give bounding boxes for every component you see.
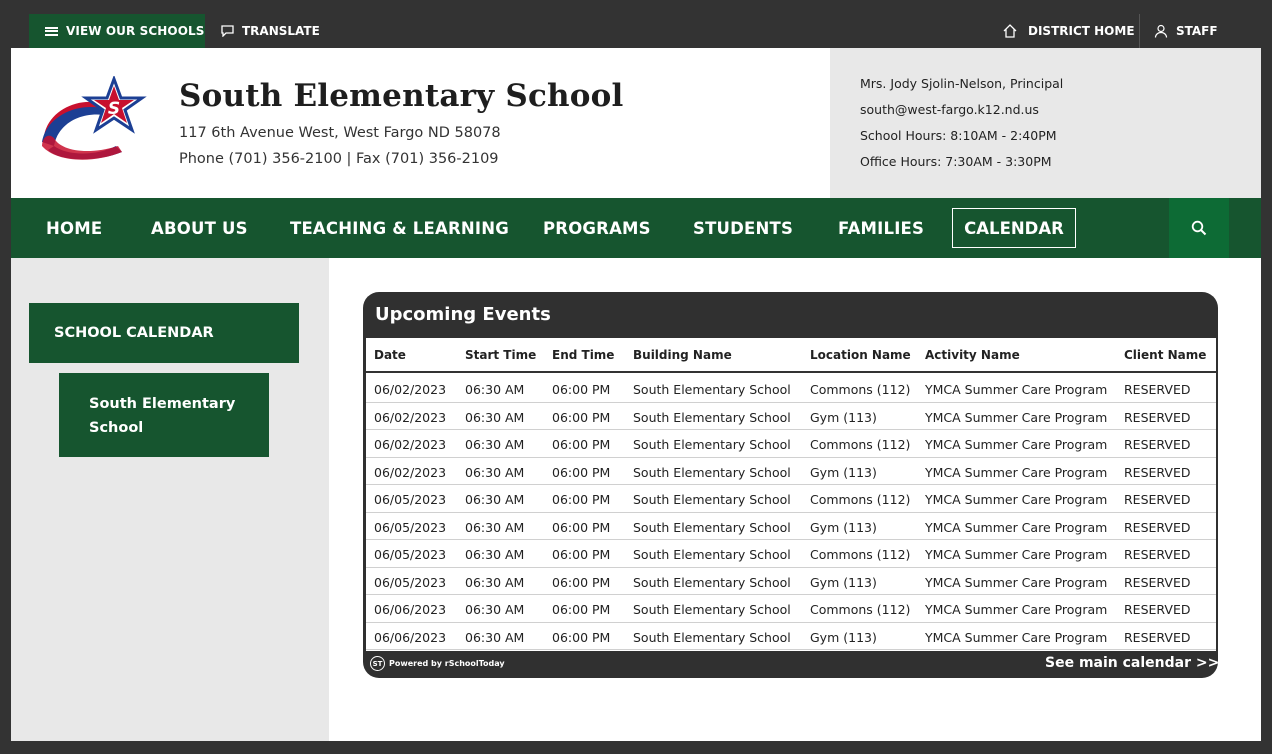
cell-client: RESERVED [1124, 629, 1191, 645]
school-logo[interactable] [38, 76, 150, 166]
cell-start-time: 06:30 AM [465, 629, 525, 645]
cell-start-time: 06:30 AM [465, 464, 525, 480]
cell-date: 06/06/2023 [374, 629, 447, 645]
search-button[interactable] [1169, 198, 1229, 258]
nav-teaching-learning[interactable]: TEACHING & LEARNING [290, 218, 509, 238]
cell-date: 06/02/2023 [374, 437, 447, 452]
col-client-name: Client Name [1124, 348, 1207, 362]
cell-building: South Elementary School [633, 437, 791, 452]
cell-end-time: 06:00 PM [552, 409, 611, 425]
col-start-time: Start Time [465, 348, 537, 362]
school-hours: School Hours: 8:10AM - 2:40PM [860, 128, 1057, 143]
cell-activity: YMCA Summer Care Program [925, 629, 1108, 645]
cell-end-time: 06:00 PM [552, 464, 611, 480]
translate-label: TRANSLATE [242, 24, 320, 38]
cell-building: South Elementary School [633, 602, 791, 617]
nav-programs[interactable]: PROGRAMS [543, 218, 651, 238]
school-phone: Phone (701) 356-2100 | Fax (701) 356-2109 [179, 151, 499, 167]
cell-location: Gym (113) [810, 409, 877, 425]
cell-building: South Elementary School [633, 464, 791, 480]
col-building-name: Building Name [633, 348, 732, 362]
cell-activity: YMCA Summer Care Program [925, 492, 1108, 507]
cell-end-time: 06:00 PM [552, 574, 611, 590]
cell-location: Commons (112) [810, 437, 911, 452]
table-row[interactable] [366, 595, 1216, 623]
nav-families[interactable]: FAMILIES [838, 218, 925, 238]
events-table [366, 338, 1216, 651]
cell-end-time: 06:00 PM [552, 492, 611, 507]
view-schools-button[interactable] [29, 14, 205, 48]
cell-start-time: 06:30 AM [465, 519, 525, 535]
cell-location: Gym (113) [810, 464, 877, 480]
cell-building: South Elementary School [633, 519, 791, 535]
cell-end-time: 06:00 PM [552, 519, 611, 535]
principal-name: Mrs. Jody Sjolin-Nelson, Principal [860, 76, 1064, 91]
nav-home[interactable]: HOME [46, 218, 103, 238]
cell-start-time: 06:30 AM [465, 382, 525, 397]
svg-text:S: S [107, 99, 121, 119]
cell-client: RESERVED [1124, 519, 1191, 535]
table-row[interactable] [366, 513, 1216, 541]
speech-bubble-icon [221, 25, 234, 37]
cell-client: RESERVED [1124, 492, 1191, 507]
cell-activity: YMCA Summer Care Program [925, 602, 1108, 617]
nav-students[interactable]: STUDENTS [693, 218, 794, 238]
cell-client: RESERVED [1124, 602, 1191, 617]
school-title: South Elementary School [179, 78, 624, 114]
cell-end-time: 06:00 PM [552, 602, 611, 617]
utility-divider [1139, 14, 1140, 48]
cell-activity: YMCA Summer Care Program [925, 409, 1108, 425]
user-icon [1154, 24, 1168, 38]
cell-building: South Elementary School [633, 574, 791, 590]
cell-location: Gym (113) [810, 574, 877, 590]
table-row[interactable] [366, 430, 1216, 458]
table-row[interactable] [366, 403, 1216, 431]
table-row[interactable] [366, 540, 1216, 568]
table-row[interactable] [366, 623, 1216, 651]
cell-building: South Elementary School [633, 492, 791, 507]
cell-activity: YMCA Summer Care Program [925, 547, 1108, 562]
staff-label: STAFF [1176, 24, 1218, 38]
powered-by-label: Powered by rSchoolToday [389, 659, 505, 668]
cell-end-time: 06:00 PM [552, 437, 611, 452]
cell-location: Commons (112) [810, 547, 911, 562]
col-date: Date [374, 348, 406, 362]
menu-icon [45, 27, 58, 36]
cell-location: Commons (112) [810, 492, 911, 507]
cell-client: RESERVED [1124, 409, 1191, 425]
cell-client: RESERVED [1124, 437, 1191, 452]
table-row[interactable] [366, 458, 1216, 486]
cell-start-time: 06:30 AM [465, 574, 525, 590]
cell-date: 06/05/2023 [374, 519, 447, 535]
see-main-calendar-link[interactable]: See main calendar >> [1045, 655, 1220, 671]
table-row[interactable] [366, 568, 1216, 596]
sidebar-item-school-calendar[interactable]: SCHOOL CALENDAR [29, 303, 299, 363]
search-icon [1191, 220, 1207, 236]
cell-location: Commons (112) [810, 602, 911, 617]
cell-location: Gym (113) [810, 629, 877, 645]
cell-date: 06/02/2023 [374, 464, 447, 480]
cell-activity: YMCA Summer Care Program [925, 574, 1108, 590]
cell-activity: YMCA Summer Care Program [925, 382, 1108, 397]
cell-client: RESERVED [1124, 464, 1191, 480]
cell-date: 06/06/2023 [374, 602, 447, 617]
view-schools-label: VIEW OUR SCHOOLS [66, 24, 205, 38]
events-table-header [366, 338, 1216, 373]
cell-date: 06/02/2023 [374, 409, 447, 425]
cell-date: 06/05/2023 [374, 547, 447, 562]
cell-building: South Elementary School [633, 382, 791, 397]
events-title: Upcoming Events [375, 304, 551, 325]
school-info-panel [830, 48, 1261, 198]
cell-date: 06/05/2023 [374, 492, 447, 507]
staff-link[interactable] [1154, 14, 1218, 48]
cell-location: Commons (112) [810, 382, 911, 397]
rschooltoday-logo-icon: ST [370, 656, 385, 671]
cell-start-time: 06:30 AM [465, 409, 525, 425]
nav-calendar[interactable]: CALENDAR [952, 208, 1076, 248]
school-email[interactable]: south@west-fargo.k12.nd.us [860, 102, 1039, 117]
col-location-name: Location Name [810, 348, 911, 362]
nav-about-us[interactable]: ABOUT US [151, 218, 248, 238]
col-activity-name: Activity Name [925, 348, 1020, 362]
district-home-link[interactable] [1002, 14, 1135, 48]
school-address: 117 6th Avenue West, West Fargo ND 58078 [179, 125, 501, 141]
cell-activity: YMCA Summer Care Program [925, 437, 1108, 452]
cell-start-time: 06:30 AM [465, 492, 525, 507]
cell-date: 06/05/2023 [374, 574, 447, 590]
cell-start-time: 06:30 AM [465, 547, 525, 562]
cell-building: South Elementary School [633, 629, 791, 645]
cell-activity: YMCA Summer Care Program [925, 519, 1108, 535]
table-row[interactable] [366, 375, 1216, 403]
powered-by-rschooltoday[interactable] [370, 656, 505, 671]
cell-start-time: 06:30 AM [465, 437, 525, 452]
cell-client: RESERVED [1124, 574, 1191, 590]
home-icon [1002, 24, 1018, 38]
cell-end-time: 06:00 PM [552, 629, 611, 645]
cell-building: South Elementary School [633, 409, 791, 425]
cell-client: RESERVED [1124, 547, 1191, 562]
district-home-label: DISTRICT HOME [1028, 24, 1135, 38]
office-hours: Office Hours: 7:30AM - 3:30PM [860, 154, 1052, 169]
sidebar-item-south-elementary[interactable]: South Elementary School [59, 373, 269, 457]
cell-end-time: 06:00 PM [552, 382, 611, 397]
cell-client: RESERVED [1124, 382, 1191, 397]
cell-location: Gym (113) [810, 519, 877, 535]
cell-building: South Elementary School [633, 547, 791, 562]
cell-end-time: 06:00 PM [552, 547, 611, 562]
cell-activity: YMCA Summer Care Program [925, 464, 1108, 480]
col-end-time: End Time [552, 348, 615, 362]
table-row[interactable] [366, 485, 1216, 513]
cell-date: 06/02/2023 [374, 382, 447, 397]
cell-start-time: 06:30 AM [465, 602, 525, 617]
translate-button[interactable] [221, 14, 320, 48]
